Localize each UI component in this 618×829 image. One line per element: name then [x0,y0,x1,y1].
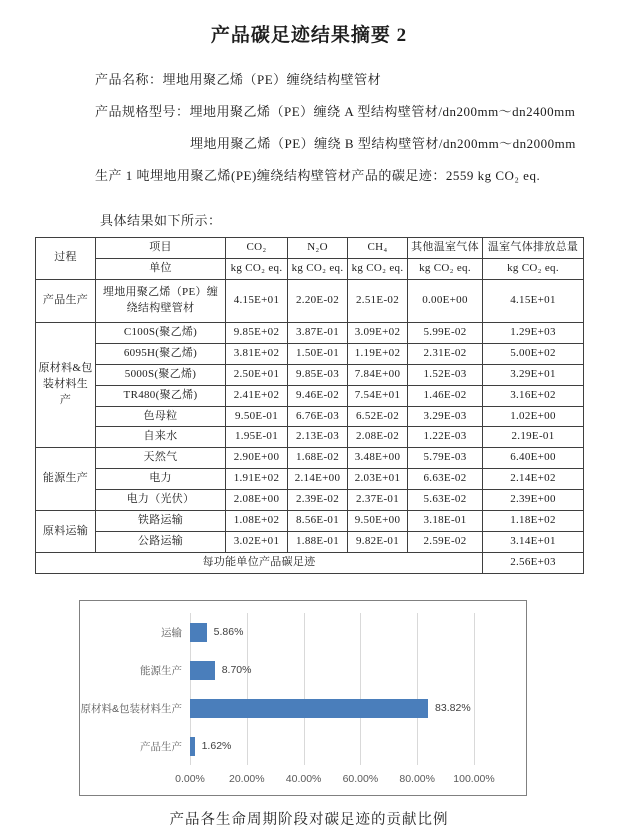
unit-header-cell: kg CO₂ eq. [483,258,584,279]
value-cell: 1.88E-01 [288,532,348,553]
value-cell: 8.56E-01 [288,511,348,532]
value-cell: 2.14E+00 [288,469,348,490]
process-cell: 原料运输 [36,511,96,553]
chart-category-label: 能源生产 [140,664,182,677]
value-cell: 6.40E+00 [483,448,584,469]
value-cell: 3.81E+02 [226,343,288,364]
chart-bar-row [80,727,474,765]
table-footer-row [36,553,584,574]
table-row [36,532,584,553]
value-cell: 2.39E+00 [483,490,584,511]
value-cell: 3.16E+02 [483,385,584,406]
chart-bar-track [190,699,474,718]
value-cell: 9.50E-01 [226,406,288,427]
value-cell: 3.02E+01 [226,532,288,553]
chart-x-tick-label: 0.00% [175,773,205,785]
chart-bar-row [80,651,474,689]
value-cell: 2.19E-01 [483,427,584,448]
value-cell: 1.02E+00 [483,406,584,427]
value-cell: 3.09E+02 [348,322,408,343]
value-cell: 2.37E-01 [348,490,408,511]
item-cell: 电力 [96,469,226,490]
item-cell: TR480(聚乙烯) [96,385,226,406]
chart-x-tick-label: 100.00% [453,773,495,785]
process-header-cell: 过程 [36,238,96,280]
value-cell: 5.63E-02 [408,490,483,511]
value-cell: 1.68E-02 [288,448,348,469]
product-name-line: 产品名称：埋地用聚乙烯（PE）缠绕结构壁管材 [95,72,382,87]
value-cell: 2.08E+00 [226,490,288,511]
value-cell: 1.19E+02 [348,343,408,364]
chart-category-label: 运输 [161,626,182,639]
value-cell: 9.50E+00 [348,511,408,532]
chart-bar [190,699,428,718]
value-cell: 9.82E-01 [348,532,408,553]
value-cell: 2.41E+02 [226,385,288,406]
value-cell: 3.14E+01 [483,532,584,553]
value-cell: 2.59E-02 [408,532,483,553]
value-cell: 2.90E+00 [226,448,288,469]
value-cell: 2.51E-02 [348,279,408,322]
chart-category-label: 产品生产 [140,740,182,753]
value-cell: 2.14E+02 [483,469,584,490]
column-header-cell: CO₂ [226,238,288,259]
table-row [36,406,584,427]
value-cell: 7.54E+01 [348,385,408,406]
item-cell: 埋地用聚乙烯（PE）缠绕结构壁管材 [96,279,226,322]
table-header-row-1 [36,238,584,259]
page-title: 产品碳足迹结果摘要 2 [210,25,408,46]
value-cell: 4.15E+01 [226,279,288,322]
value-cell: 2.50E+01 [226,364,288,385]
chart-bar-track [190,661,474,680]
column-header-cell: N₂O [288,238,348,259]
value-cell: 5.79E-03 [408,448,483,469]
chart-gridline [474,613,475,765]
table-row [36,322,584,343]
spec-line-2: 埋地用聚乙烯（PE）缠绕 B 型结构壁管材/dn200mm～dn2000mm [190,136,576,151]
value-cell: 1.08E+02 [226,511,288,532]
results-intro: 具体结果如下所示： [100,213,222,228]
footer-label-cell: 每功能单位产品碳足迹 [36,553,483,574]
table-row [36,279,584,322]
contribution-chart [79,600,527,796]
unit-header-cell: kg CO₂ eq. [288,258,348,279]
value-cell: 2.13E-03 [288,427,348,448]
value-cell: 4.15E+01 [483,279,584,322]
item-cell: 5000S(聚乙烯) [96,364,226,385]
value-cell: 1.22E-03 [408,427,483,448]
column-header-cell: 项目 [96,238,226,259]
value-cell: 6.52E-02 [348,406,408,427]
value-cell: 1.29E+03 [483,322,584,343]
value-cell: 2.03E+01 [348,469,408,490]
value-cell: 5.00E+02 [483,343,584,364]
table-row [36,490,584,511]
table-row [36,427,584,448]
item-cell: 电力（光伏） [96,490,226,511]
column-header-cell: 其他温室气体 [408,238,483,259]
chart-bar [190,737,195,756]
column-header-cell: CH₄ [348,238,408,259]
chart-x-axis [175,773,495,789]
value-cell: 3.18E-01 [408,511,483,532]
footprint-line: 生产 1 吨埋地用聚乙烯(PE)缠绕结构壁管材产品的碳足迹：2559 kg CO₂ eq. [95,168,541,183]
item-cell: 6095H(聚乙烯) [96,343,226,364]
spec-line-1: 产品规格型号：埋地用聚乙烯（PE）缠绕 A 型结构壁管材/dn200mm～dn2400mm [95,104,576,119]
table-row [36,511,584,532]
results-table [35,237,584,574]
chart-caption: 产品各生命周期阶段对碳足迹的贡献比例 [169,812,449,828]
item-cell: 铁路运输 [96,511,226,532]
item-cell: 公路运输 [96,532,226,553]
unit-header-cell: kg CO₂ eq. [348,258,408,279]
chart-x-tick-label: 20.00% [228,773,265,785]
value-cell: 3.29E+01 [483,364,584,385]
unit-header-cell: kg CO₂ eq. [408,258,483,279]
chart-bar-track [190,737,474,756]
table-header-row-2 [36,258,584,279]
value-cell: 1.50E-01 [288,343,348,364]
chart-bar-value: 83.82% [435,702,471,714]
table-row [36,385,584,406]
chart-x-tick-label: 40.00% [285,773,322,785]
process-cell: 能源生产 [36,448,96,511]
value-cell: 7.84E+00 [348,364,408,385]
chart-bar-value: 1.62% [201,740,232,752]
chart-bar [190,623,207,642]
value-cell: 3.29E-03 [408,406,483,427]
value-cell: 3.48E+00 [348,448,408,469]
process-cell: 产品生产 [36,279,96,322]
chart-bar-track [190,623,474,642]
chart-rows [80,613,474,765]
value-cell: 9.85E+02 [226,322,288,343]
value-cell: 9.85E-03 [288,364,348,385]
chart-bar-row [80,613,474,651]
chart-bar-value: 8.70% [221,664,252,676]
value-cell: 0.00E+00 [408,279,483,322]
chart-x-tick-label: 80.00% [399,773,435,785]
table-row [36,448,584,469]
value-cell: 2.08E-02 [348,427,408,448]
chart-category-label: 原材料&包装材料生产 [80,702,182,715]
table-row [36,343,584,364]
value-cell: 1.91E+02 [226,469,288,490]
chart-bar-row [80,689,474,727]
chart-bar [190,661,215,680]
value-cell: 2.39E-02 [288,490,348,511]
value-cell: 1.46E-02 [408,385,483,406]
value-cell: 5.99E-02 [408,322,483,343]
value-cell: 6.76E-03 [288,406,348,427]
table-row [36,469,584,490]
unit-header-cell: 单位 [96,258,226,279]
unit-header-cell: kg CO₂ eq. [226,258,288,279]
value-cell: 2.31E-02 [408,343,483,364]
item-cell: 自来水 [96,427,226,448]
item-cell: 色母粒 [96,406,226,427]
process-cell: 原材料&包装材料生产 [36,322,96,448]
value-cell: 3.87E-01 [288,322,348,343]
chart-x-tick-label: 60.00% [342,773,379,785]
value-cell: 9.46E-02 [288,385,348,406]
value-cell: 1.18E+02 [483,511,584,532]
value-cell: 6.63E-02 [408,469,483,490]
chart-bar-value: 5.86% [213,626,244,638]
value-cell: 1.95E-01 [226,427,288,448]
value-cell: 2.20E-02 [288,279,348,322]
item-cell: 天然气 [96,448,226,469]
footer-value-cell: 2.56E+03 [483,553,584,574]
value-cell: 1.52E-03 [408,364,483,385]
table-row [36,364,584,385]
column-header-cell: 温室气体排放总量 [483,238,584,259]
item-cell: C100S(聚乙烯) [96,322,226,343]
